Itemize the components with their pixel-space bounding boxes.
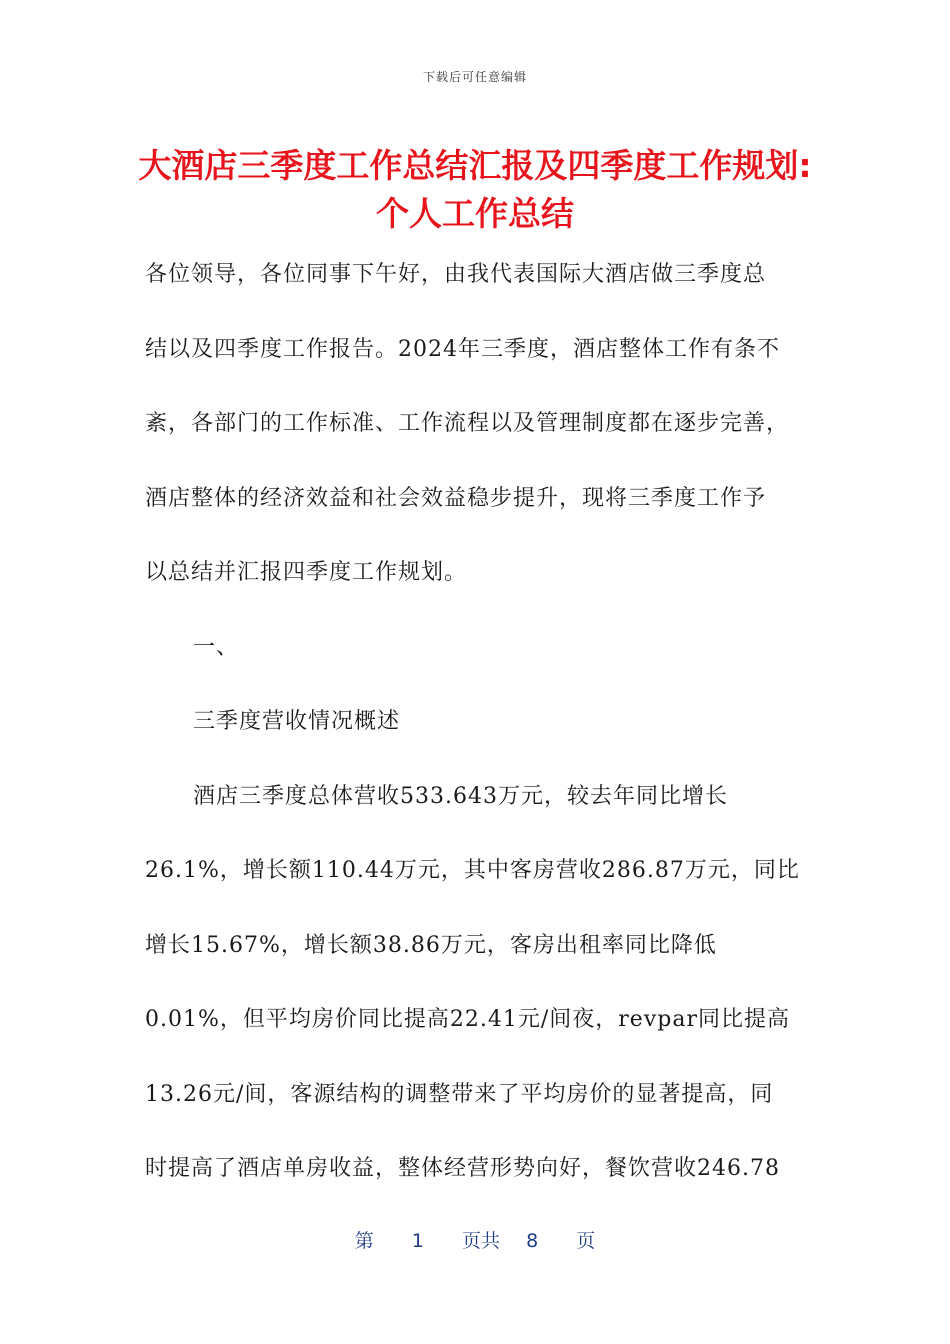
section-number: 一、 [193, 634, 240, 660]
page-suffix: 页 [576, 1230, 596, 1252]
body-line: 0.01%，但平均房价同比提高22.41元/间夜，revpar同比提高 [145, 1007, 790, 1032]
body-line: 紊，各部门的工作标准、工作流程以及管理制度都在逐步完善， [145, 411, 790, 436]
page-mid: 页共 [461, 1230, 500, 1252]
page-footer [0, 1226, 950, 1253]
document-body [145, 238, 810, 1207]
header-note: 下载后可任意编辑 [422, 70, 527, 84]
body-line: 结以及四季度工作报告。2024年三季度，酒店整体工作有条不 [145, 336, 780, 362]
page-prefix: 第 [354, 1230, 374, 1252]
body-line: 各位领导，各位同事下午好，由我代表国际大酒店做三季度总 [145, 262, 767, 287]
section-heading: 三季度营收情况概述 [193, 709, 401, 734]
body-line: 增长15.67%，增长额38.86万元，客房出租率同比降低 [145, 932, 717, 958]
page-number: 1 [411, 1230, 424, 1252]
body-line: 时提高了酒店单房收益，整体经营形势向好，餐饮营收246.78 [145, 1156, 780, 1181]
body-line: 13.26元/间，客源结构的调整带来了平均房价的显著提高，同 [145, 1081, 774, 1107]
total-pages: 8 [526, 1230, 539, 1252]
body-line: 以总结并汇报四季度工作规划。 [145, 560, 468, 585]
body-line: 26.1%，增长额110.44万元，其中客房营收286.87万元，同比 [145, 858, 800, 883]
body-line: 酒店三季度总体营收533.643万元，较去年同比增长 [193, 783, 728, 809]
document-title: 大酒店三季度工作总结汇报及四季度工作规划:个人工作总结 [138, 146, 812, 233]
body-line: 酒店整体的经济效益和社会效益稳步提升，现将三季度工作予 [145, 485, 767, 511]
